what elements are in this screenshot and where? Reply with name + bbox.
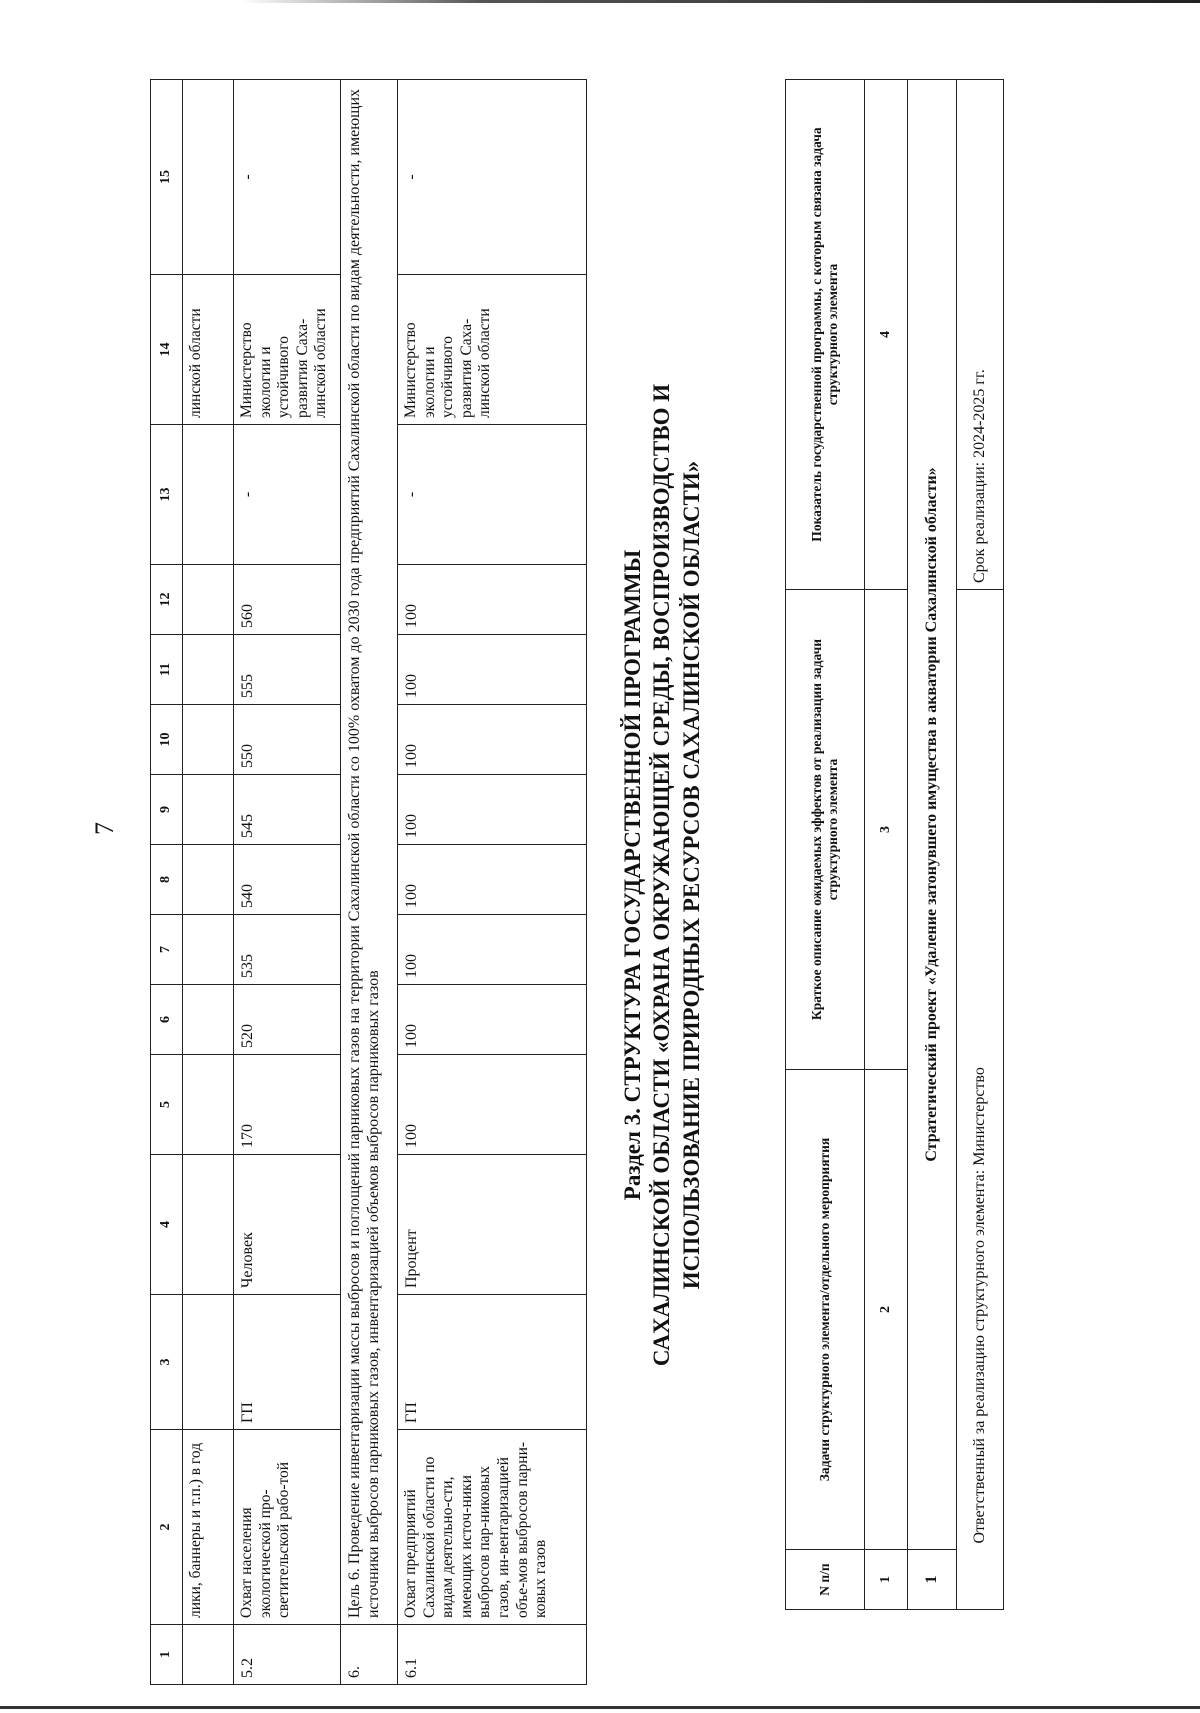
- value: 560: [234, 565, 341, 635]
- col-header: 3: [151, 1295, 183, 1430]
- structure-header-row: [786, 80, 865, 1610]
- col-header: Показатель государственной программы, с которым связана задача структурного элемента: [786, 80, 865, 590]
- table-row: [398, 80, 587, 1685]
- section-title-line: САХАЛИНСКОЙ ОБЛАСТИ «ОХРАНА ОКРУЖАЮЩЕЙ СРЕДЫ, ВОСПРОИЗВОДСТВО И: [649, 383, 675, 1367]
- indicator-level: [183, 1295, 234, 1430]
- goal-row: [341, 80, 398, 1685]
- value: [183, 1055, 234, 1155]
- responsible-row: [957, 80, 1004, 1610]
- col-number: 2: [865, 1070, 908, 1550]
- col-header: Задачи структурного элемента/отдельного мероприятия: [786, 1070, 865, 1550]
- empty-cell: [957, 1550, 1004, 1610]
- value: 555: [234, 635, 341, 705]
- unit: [183, 1155, 234, 1295]
- responsible-text: Ответственный за реализацию структурного элемента: Министерство: [957, 590, 1004, 1550]
- value: 545: [234, 775, 341, 845]
- value: 100: [398, 985, 587, 1055]
- col-header: 12: [151, 565, 183, 635]
- indicators-table: [150, 79, 587, 1685]
- row-number: [183, 1625, 234, 1685]
- col-header: 1: [151, 1625, 183, 1685]
- col-header: 15: [151, 80, 183, 275]
- row-number: 6.: [341, 1625, 398, 1685]
- unit: Процент: [398, 1155, 587, 1295]
- indicator-name: лики, баннеры и т.п.) в год: [183, 1430, 234, 1625]
- responsible-body: Министерство экологии и устойчивого развития Саха-линской области: [398, 275, 587, 425]
- col-header: 8: [151, 845, 183, 915]
- indicator-name: Охват населения экологической про-светительской рабо-той: [234, 1430, 341, 1625]
- col-header: 9: [151, 775, 183, 845]
- value: 170: [234, 1055, 341, 1155]
- value: [183, 985, 234, 1055]
- value: 520: [234, 985, 341, 1055]
- value: 100: [398, 635, 587, 705]
- col-header: 11: [151, 635, 183, 705]
- section-title-line: ИСПОЛЬЗОВАНИЕ ПРИРОДНЫХ РЕСУРСОВ САХАЛИНСКОЙ ОБЛАСТИ»: [678, 460, 704, 1290]
- col-header: 5: [151, 1055, 183, 1155]
- project-title: Стратегический проект «Удаление затонувшего имущества в акватории Сахалинской области»: [908, 80, 957, 1550]
- col-header: 6: [151, 985, 183, 1055]
- page-number: 7: [90, 822, 119, 835]
- value: [183, 425, 234, 565]
- value: -: [398, 80, 587, 275]
- value: -: [234, 80, 341, 275]
- col-header: Краткое описание ожидаемых эффектов от реализации задачи структурного элемента: [786, 590, 865, 1070]
- column-number-row: [865, 80, 908, 1610]
- col-header: 2: [151, 1430, 183, 1625]
- col-header: 13: [151, 425, 183, 565]
- value: 100: [398, 845, 587, 915]
- indicator-level: ГП: [234, 1295, 341, 1430]
- col-header: 14: [151, 275, 183, 425]
- value: [183, 915, 234, 985]
- section-title-line: Раздел 3. СТРУКТУРА ГОСУДАРСТВЕННОЙ ПРОГРАММЫ: [620, 549, 645, 1201]
- value: -: [234, 425, 341, 565]
- value: 100: [398, 705, 587, 775]
- value: 100: [398, 565, 587, 635]
- col-header: 10: [151, 705, 183, 775]
- row-number: 5.2: [234, 1625, 341, 1685]
- col-header: 7: [151, 915, 183, 985]
- scan-edge-bottom: [0, 1706, 1200, 1709]
- responsible-body: линской области: [183, 275, 234, 425]
- value: 100: [398, 775, 587, 845]
- unit: Человек: [234, 1155, 341, 1295]
- row-number: 1: [908, 1550, 957, 1610]
- scan-edge-top: [0, 0, 1200, 3]
- column-number-row: [151, 80, 183, 1685]
- value: -: [398, 425, 587, 565]
- value: 100: [398, 1055, 587, 1155]
- indicator-level: ГП: [398, 1295, 587, 1430]
- value: [183, 845, 234, 915]
- value: 535: [234, 915, 341, 985]
- value: [183, 565, 234, 635]
- table-row: [234, 80, 341, 1685]
- value: [183, 80, 234, 275]
- col-header: N п/п: [786, 1550, 865, 1610]
- period-text: Срок реализации: 2024-2025 гг.: [957, 80, 1004, 590]
- structure-table: [785, 79, 1004, 1610]
- col-number: 1: [865, 1550, 908, 1610]
- value: 540: [234, 845, 341, 915]
- value: [183, 775, 234, 845]
- responsible-body: Министерство экологии и устойчивого развития Саха-линской области: [234, 275, 341, 425]
- col-header: 4: [151, 1155, 183, 1295]
- value: [183, 705, 234, 775]
- goal-text: Цель 6. Проведение инвентаризации массы выбросов и поглощений парниковых газов на территории Сахалинской области со 100% охватом до 2030 года предприятий Сахалинской области по видам деятельности, имеющих источники выбросов парниковых газов, инвентаризацией объемов выбросов парниковых газов: [341, 80, 398, 1625]
- project-row: [908, 80, 957, 1610]
- value: [183, 635, 234, 705]
- section-title: [618, 65, 706, 1685]
- table-row: [183, 80, 234, 1685]
- row-number: 6.1: [398, 1625, 587, 1685]
- value: 550: [234, 705, 341, 775]
- indicator-name: Охват предприятий Сахалинской области по видам деятельно-сти, имеющих источ-ники выбросов пар-никовых газов, ин-вентаризацией объе-мов выбросов парни-ковых газов: [398, 1430, 587, 1625]
- landscape-page: [150, 65, 1150, 1685]
- col-number: 4: [865, 80, 908, 590]
- col-number: 3: [865, 590, 908, 1070]
- value: 100: [398, 915, 587, 985]
